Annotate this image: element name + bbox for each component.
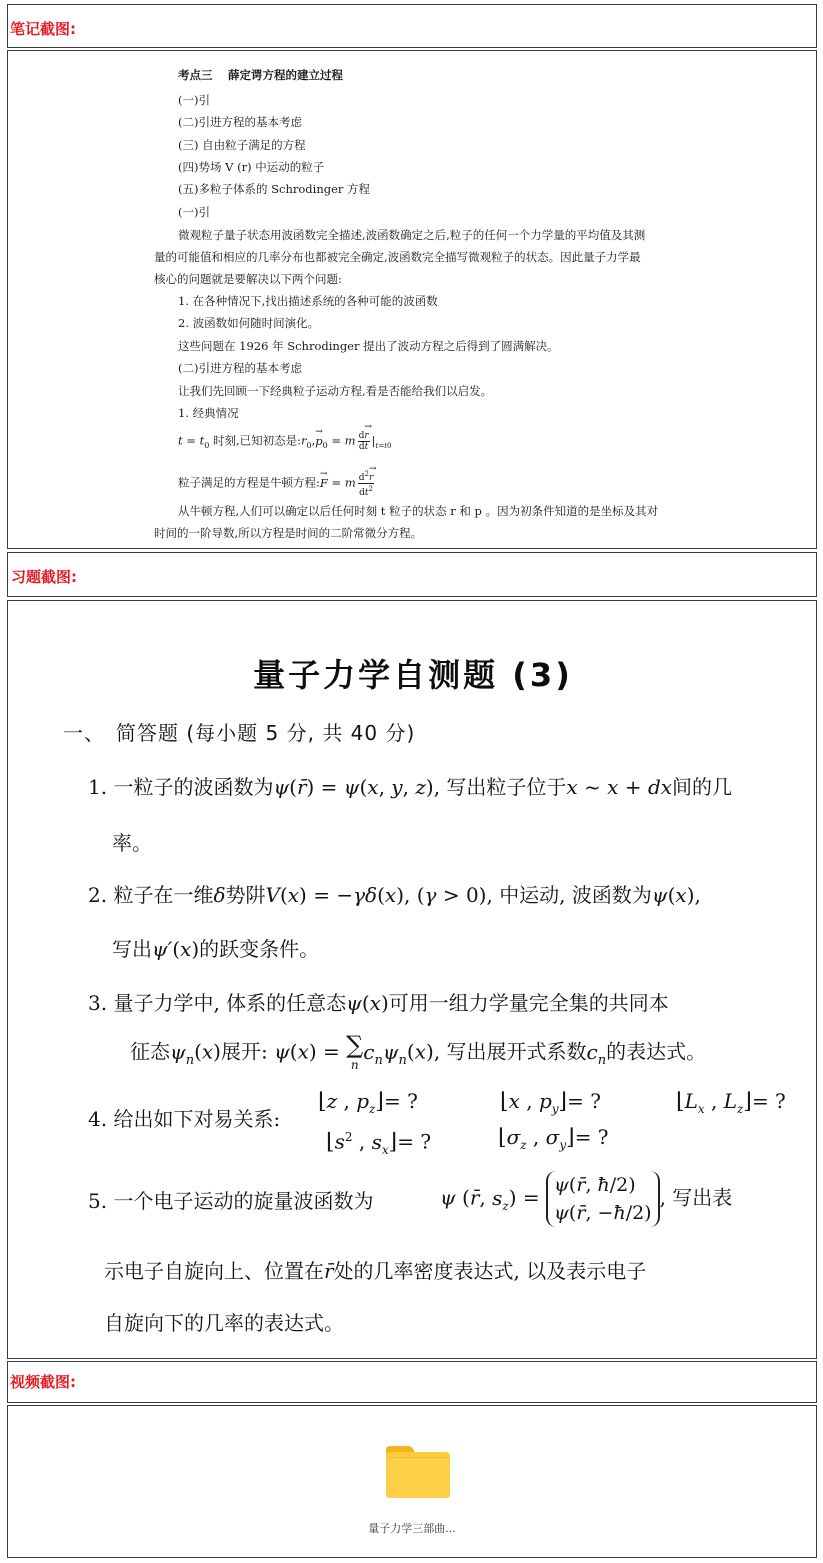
q3-text: 的表达式。	[606, 1039, 707, 1064]
q3-text: 展开:	[220, 1039, 268, 1064]
video-section-header	[7, 1361, 817, 1403]
question-3-cont: 征态$\psi_n(x)$展开: ψ(x) = ∑ n $c_n\psi_n(x)$, 写出展开式系数$c_n$的表达式。	[130, 1031, 707, 1072]
outline-item: (一)引	[178, 205, 210, 219]
question-2-cont: 写出ψ′(x)的跃变条件。	[112, 937, 320, 961]
exercise-section-header	[7, 552, 817, 597]
question-3: 3. 量子力学中, 体系的任意态ψ(x)可用一组力学量完全集的共同本	[88, 991, 669, 1015]
question-4-label: 4. 给出如下对易关系:	[88, 1107, 281, 1131]
q2-text: 2. 粒子在一维	[88, 883, 214, 907]
folder-name[interactable]: 量子力学三部曲...	[368, 1522, 456, 1535]
paragraph-line: 核心的问题就是要解决以下两个问题:	[154, 272, 342, 286]
question-1-cont: 率。	[112, 831, 152, 855]
paragraph-line: 从牛顿方程,人们可以确定以后任何时刻 t 粒子的状态 r 和 p 。因为初条件知道的是坐标及其对	[178, 504, 659, 518]
initial-condition-line: $t = t_0$ 时刻,已知初态是$:r_0,\to p_0 = m$ $\frac{d\to r}{dt}$ $|_{t=t0}$	[178, 431, 392, 454]
notes-header-label: 笔记截图:	[10, 20, 76, 38]
question-5-cont: 示电子自旋向上、位置在r̄处的几率密度表达式, 以及表示电子	[104, 1259, 647, 1283]
q5-text: 示电子自旋向上、位置在	[104, 1259, 324, 1283]
exercise-screenshot	[7, 600, 817, 1359]
q2-text: 的跃变条件。	[199, 937, 320, 961]
question-1: 1. 一粒子的波函数为ψ(r̄) = ψ(x, y, z), 写出粒子位于x ~ x + dx间的几	[88, 775, 733, 799]
section-heading: 一、 简答题 (每小题 5 分, 共 40 分)	[63, 721, 416, 745]
list-item: 1. 在各种情况下,找出描述系统的各种可能的波函数	[178, 294, 438, 308]
commutator-x-py: ⌊x , $p_y⌋=$ ?	[500, 1089, 601, 1116]
list-item: 2. 波函数如何随时间演化。	[178, 316, 320, 330]
notes-heading: 考点三 薛定谔方程的建立过程	[178, 68, 344, 82]
folder-icon[interactable]	[386, 1446, 450, 1498]
newton-text: 粒子满足的方程是牛顿方程:	[178, 475, 320, 490]
q2-text: 中运动, 波函数为	[499, 883, 652, 907]
exercise-title: 量子力学自测题 (3)	[253, 656, 573, 694]
video-header-label: 视频截图:	[10, 1373, 76, 1391]
notes-section-header	[7, 4, 817, 48]
list-item: 1. 经典情况	[178, 406, 239, 420]
q5-text: , 写出表	[659, 1185, 733, 1210]
q2-text: 写出	[112, 937, 152, 961]
outline-item: (四)势场 V (r) 中运动的粒子	[178, 160, 325, 174]
exercise-header-label: 习题截图:	[11, 568, 77, 586]
q3-text: 3. 量子力学中, 体系的任意态	[88, 991, 347, 1015]
commutator-lx-lz: $⌊L_x$ , $L_z⌋=$ ?	[676, 1089, 786, 1116]
sub-heading: (二)引进方程的基本考虑	[178, 361, 302, 375]
paragraph-line: 时间的一阶导数,所以方程是时间的二阶常微分方程。	[154, 526, 423, 540]
commutator-sigmaz-sigmay: $⌊\sigma_z$ , $\sigma_y⌋=$ ?	[498, 1125, 609, 1152]
video-screenshot	[7, 1405, 817, 1558]
spinor-wavefunction: ψ (r̄, $s_z$) = ψ(r̄, ħ/2) ψ(r̄, −ħ/2), 写出表	[440, 1171, 732, 1227]
outline-item: (三) 自由粒子满足的方程	[178, 138, 306, 152]
outline-item: (一)引	[178, 93, 210, 107]
q1-text: 1. 一粒子的波函数为	[88, 775, 274, 799]
q3-text: 征态	[130, 1039, 170, 1064]
paragraph-line: 让我们先回顾一下经典粒子运动方程,看是否能给我们以启发。	[178, 384, 493, 398]
paragraph-line: 量的可能值和相应的几率分布也都被完全确定,波函数完全描写微观粒子的状态。因此量子力学最	[154, 250, 641, 264]
question-2: 2. 粒子在一维δ势阱V(x) = −γδ(x), (γ > 0), 中运动, 波函数为ψ(x),	[88, 883, 701, 907]
commutator-s2-sx: $⌊s^2$ , $s_x⌋=$ ?	[326, 1129, 432, 1157]
newton-equation-line: 粒子满足的方程是牛顿方程:→ F = m $\frac{d^2\to r}{dt^2}$	[178, 469, 376, 498]
outline-item: (五)多粒子体系的 Schrodinger 方程	[178, 182, 371, 196]
initial-text: 时刻,已知初态是:	[212, 433, 301, 448]
question-5	[88, 1187, 373, 1215]
question-5-cont: 自旋向下的几率的表达式。	[104, 1311, 344, 1335]
q1-text: 间的几	[672, 775, 733, 799]
q1-text: , 写出粒子位于	[433, 775, 567, 799]
q2-text: 势阱	[225, 883, 266, 907]
q3-text: , 写出展开式系数	[433, 1039, 587, 1064]
paragraph-line: 微观粒子量子状态用波函数完全描述,波函数确定之后,粒子的任何一个力学量的平均值及其测	[178, 228, 646, 242]
outline-item: (二)引进方程的基本考虑	[178, 115, 302, 129]
notes-screenshot	[7, 50, 817, 549]
paragraph-line: 这些问题在 1926 年 Schrodinger 提出了波动方程之后得到了圆满解决。	[178, 339, 559, 353]
q3-text: 可用一组力学量完全集的共同本	[388, 991, 669, 1015]
q5-text: 处的几率密度表达式, 以及表示电子	[333, 1259, 647, 1283]
commutator-z-pz: ⌊z , $p_z⌋=$ ?	[318, 1089, 418, 1116]
q5-text: 5. 一个电子运动的旋量波函数为	[88, 1189, 374, 1213]
